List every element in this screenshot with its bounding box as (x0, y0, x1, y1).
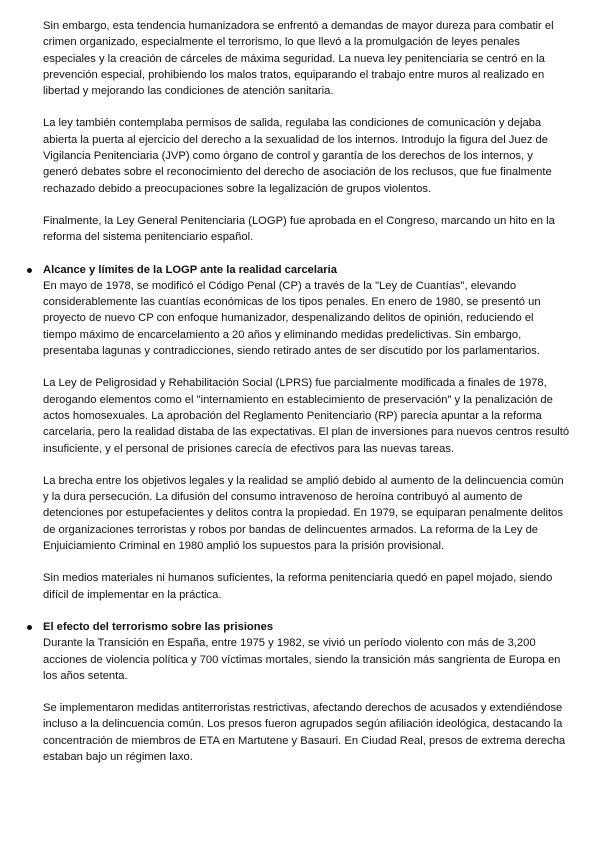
intro-paragraph-2: La ley también contemplaba permisos de salida, regulaba las condiciones de comunicación y dejaba abierta la puerta al ejercicio del derecho a la sexualidad de los internos. Introdujo la figura del Juez de Vigilancia Penitenciaria (JVP) como órgano de control y garantía de los derechos de los internos, y generó debates sobre el reconocimiento del derecho de asociación de los reclusos, que fue finalmente rechazado debido a preocupaciones sobre la legalización de grupos violentos. (43, 117, 552, 195)
section-heading: El efecto del terrorismo sobre las prisiones (43, 620, 274, 633)
section-paragraph: En mayo de 1978, se modificó el Código Penal (CP) a través de la "Ley de Cuantías", elevando considerablemente las cuantías económicas de los tipos penales. En enero de 1980, se presentó un proyecto de nuevo CP con enfoque humanizador, despenalizando delitos de opinión, reduciendo el tiempo máximo de encarcelamiento a 20 años y eliminando medidas predelictivas. Sin embargo, presentaba lagunas y contradicciones, siendo retirado antes de ser discutido por los parlamentarios. (43, 279, 541, 358)
section-paragraph: Durante la Transición en España, entre 1975 y 1982, se vivió un período violento con más de 3,200 acciones de violencia política y 700 víctimas mortales, siendo la transición más sangrienta de Europa en los años setenta. (43, 637, 561, 682)
section-terrorism (0, 619, 600, 765)
bullet-icon (27, 268, 32, 273)
section-heading: Alcance y límites de la LOGP ante la realidad carcelaria (43, 263, 337, 276)
bullet-icon (27, 625, 32, 630)
section-paragraph: La Ley de Peligrosidad y Rehabilitación Social (LPRS) fue parcialmente modificada a finales de 1978, derogando elementos como el "internamiento en establecimiento de preservación" y la penalización de actos homosexuales. La aprobación del Reglamento Penitenciario (RP) parecía apuntar a la reforma carcelaria, pero la realidad distaba de las expectativas. El plan de inversiones para nuevos centros resultó insuficiente, y el personal de prisiones carecía de efectivos para las nuevas tareas. (43, 377, 570, 455)
intro-block (0, 18, 600, 246)
intro-paragraph-3: Finalmente, la Ley General Penitenciaria (LOGP) fue aprobada en el Congreso, marcando un hito en la reforma del sistema penitenciario español. (43, 214, 555, 244)
section-logp-scope (0, 262, 600, 603)
section-paragraph: Se implementaron medidas antiterroristas restrictivas, afectando derechos de acusados y extendiéndose incluso a la delincuencia común. Los presos fueron agrupados según afiliación ideológica, destacando la concentración de miembros de ETA en Martutene y Basauri. En Ciudad Real, presos de extrema derecha estaban bajo un régimen laxo. (43, 702, 566, 763)
intro-paragraph-1: Sin embargo, esta tendencia humanizadora se enfrentó a demandas de mayor dureza para combatir el crimen organizado, especialmente el terrorismo, lo que llevó a la promulgación de leyes penales especiales y la creación de cárceles de máxima seguridad. La nueva ley penitenciaria se centró en la prevención especial, prohibiendo los malos tratos, equiparando el trabajo entre muros al realizado en libertad y mejorando las condiciones de atención sanitaria. (43, 20, 554, 98)
section-paragraph: Sin medios materiales ni humanos suficientes, la reforma penitenciaria quedó en papel mojado, siendo difícil de implementar en la práctica. (43, 572, 553, 601)
section-paragraph: La brecha entre los objetivos legales y la realidad se amplió debido al aumento de la delincuencia común y la dura persecución. La difusión del consumo intravenoso de heroína contribuyó al aumento de detenciones por estupefacientes y delitos contra la propiedad. En 1979, se equiparan penalmente delitos de organizaciones terroristas y robos por bandas de delincuentes armados. La reforma de la Ley de Enjuiciamiento Criminal en 1980 amplió los supuestos para la prisión provisional. (43, 474, 564, 553)
